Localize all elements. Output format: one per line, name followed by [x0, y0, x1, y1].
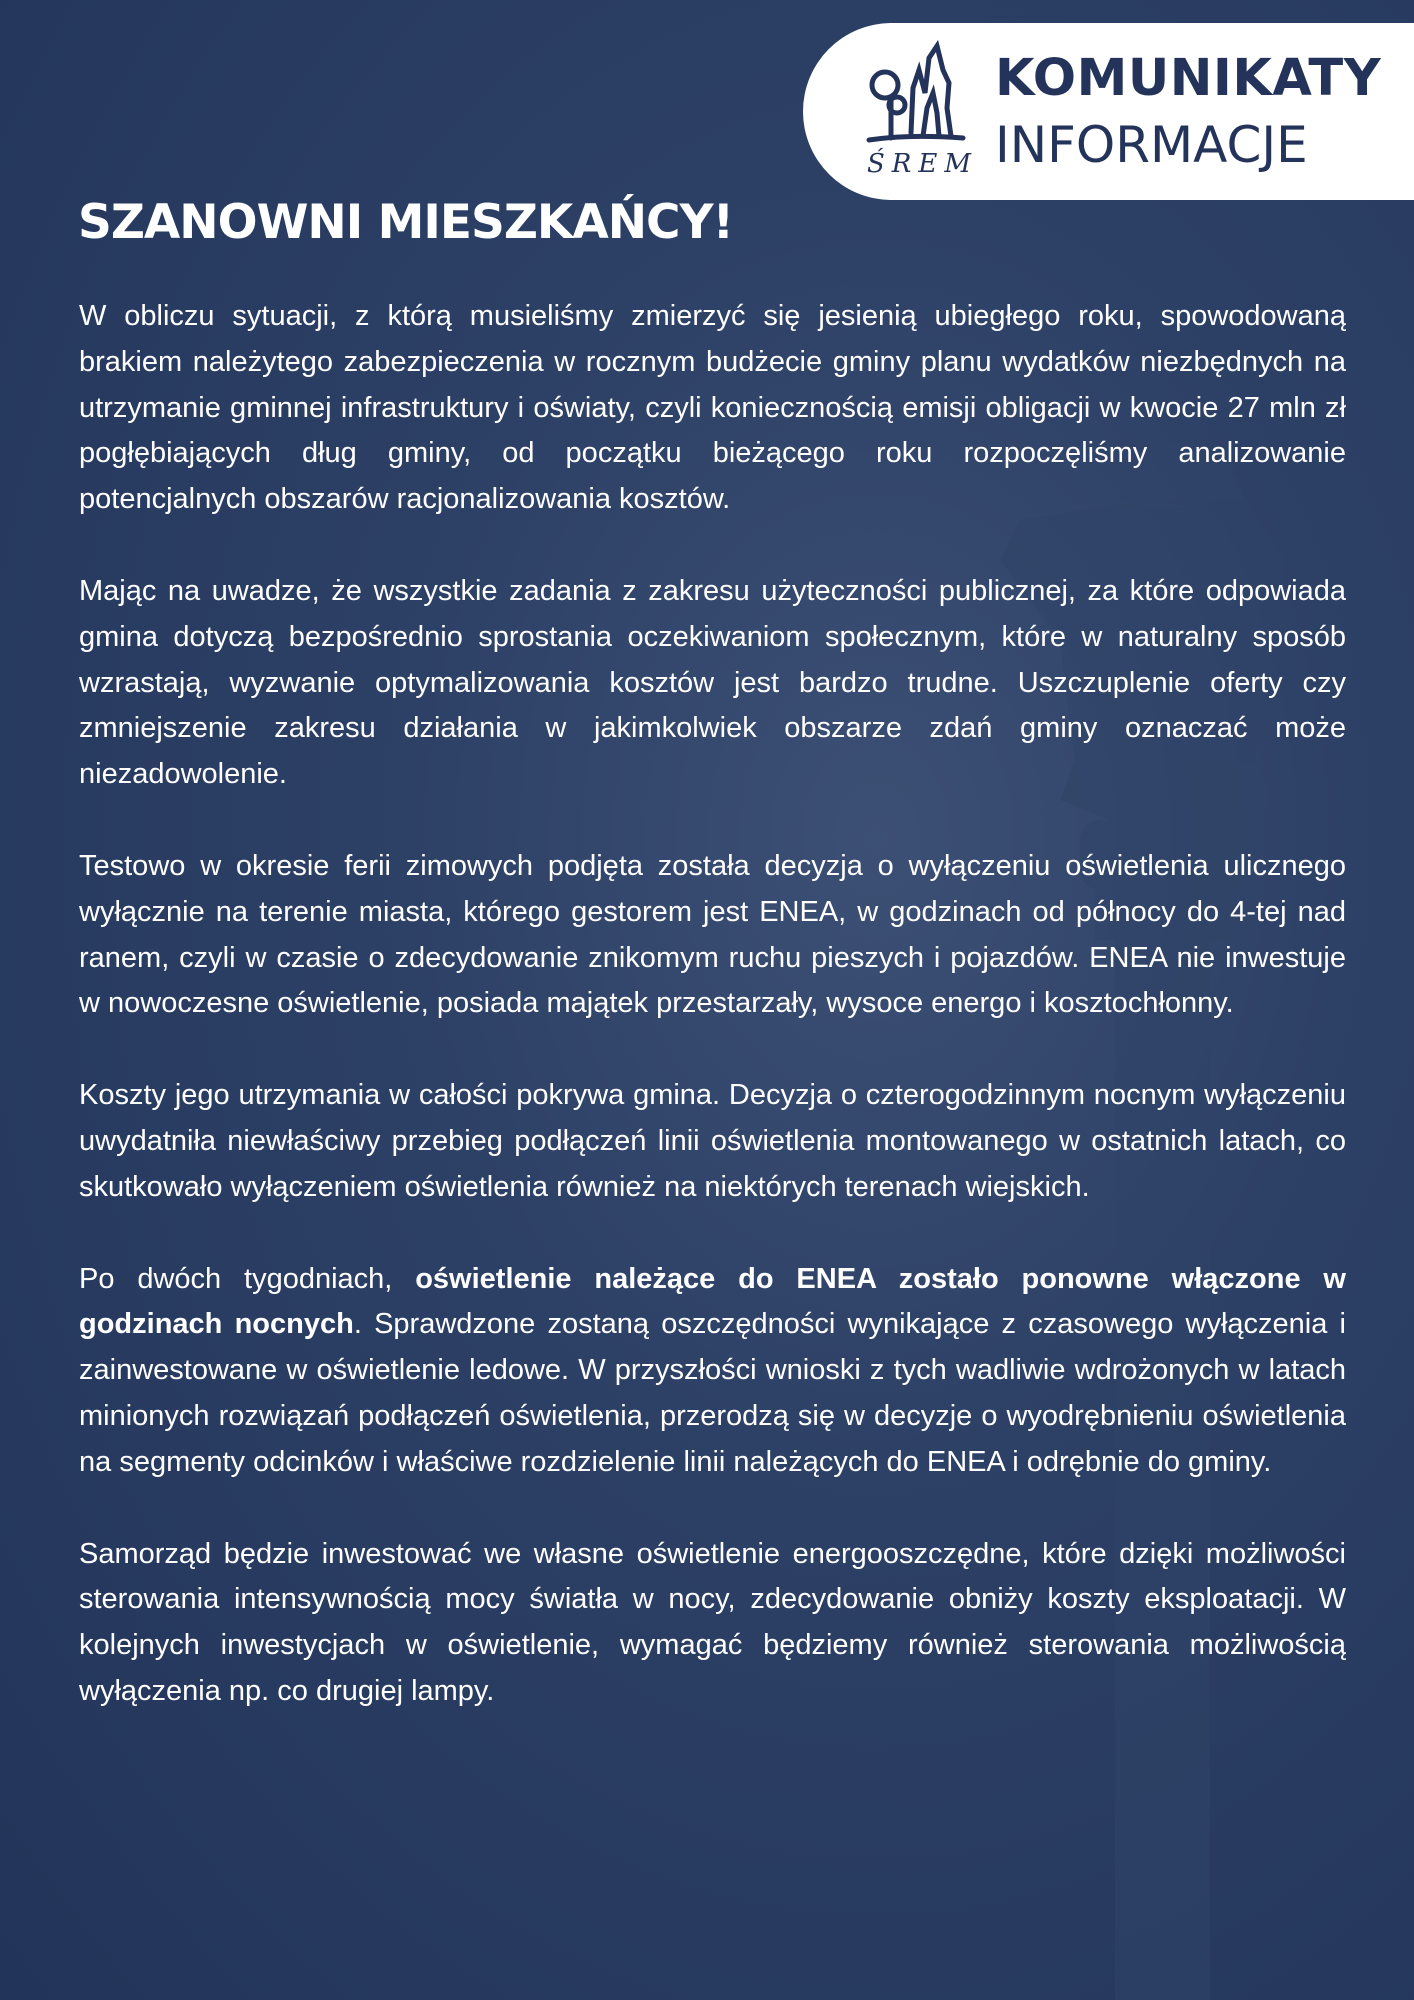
- announcement-body: [79, 294, 1346, 1761]
- paragraph-2: Mając na uwadze, że wszystkie zadania z zakresu użyteczności publicznej, za które odpowiada gmina dotyczą bezpośrednio sprostania oczekiwaniom społecznym, które w naturalny sposób wzrastają, wyzwanie optymalizowania kosztów jest bardzo trudne. Uszczuplenie oferty czy zmniejszenie zakresu działania w jakimkolwiek obszarze zdań gminy oznaczać może niezadowolenie.: [79, 574, 1346, 791]
- page-heading: SZANOWNI MIESZKAŃCY!: [78, 195, 734, 250]
- logo-wordmark: ŚREM: [867, 149, 978, 179]
- paragraph-5-intro: Po dwóch tygodniach,: [79, 1262, 416, 1295]
- badge-title: KOMUNIKATY: [995, 49, 1382, 108]
- paragraph-3: Testowo w okresie ferii zimowych podjęta została decyzja o wyłączeniu oświetlenia ulicznego wyłącznie na terenie miasta, którego gestorem jest ENEA, w godzinach od północy do 4-tej nad ranem, czyli w czasie o zdecydowanie znikomym ruchu pieszych i pojazdów. ENEA nie inwestuje w nowoczesne oświetlenie, posiada majątek przestarzały, wysoce energo i kosztochłonny.: [79, 849, 1346, 1020]
- paragraph-4: Koszty jego utrzymania w całości pokrywa gmina. Decyzja o czterogodzinnym nocnym wyłączeniu uwydatniła niewłaściwy przebieg podłączeń linii oświetlenia montowanego w ostatnich latach, co skutkowało wyłączeniem oświetlenia również na niektórych terenach wiejskich.: [79, 1079, 1346, 1203]
- paragraph-5-emphasis: oświetlenie należące do ENEA zostało ponowne włączone w godzinach nocnych: [79, 1262, 1346, 1341]
- paragraph-1: W obliczu sytuacji, z którą musieliśmy zmierzyć się jesienią ubiegłego roku, spowodowaną brakiem należytego zabezpieczenia w rocznym budżecie gminy planu wydatków niezbędnych na utrzymanie gminnej infrastruktury i oświaty, czyli koniecznością emisji obligacji w kwocie 27 mln zł pogłębiających dług gminy, od początku bieżącego roku rozpoczęliśmy analizowanie potencjalnych obszarów racjonalizowania kosztów.: [79, 300, 1346, 516]
- paragraph-5-rest: . Sprawdzone zostaną oszczędności wynikające z czasowego wyłączenia i zainwestowane w oświetlenie ledowe. W przyszłości wnioski z tych wadliwie wdrożonych w latach minionych rozwiązań podłączeń oświetlenia, przerodzą się w decyzje o wyodrębnieniu oświetlenia na segmenty odcinków i właściwe rozdzielenie linii należących do ENEA i odrębnie do gminy.: [79, 1308, 1346, 1478]
- header-badge: [803, 23, 1414, 200]
- paragraph-6: Samorząd będzie inwestować we własne oświetlenie energooszczędne, które dzięki możliwości sterowania intensywnością mocy światła w nocy, zdecydowanie obniży koszty eksploatacji. W kolejnych inwestycjach w oświetlenie, wymagać będziemy również sterowania możliwością wyłączenia np. co drugiej lampy.: [79, 1537, 1346, 1707]
- paragraph-5: [79, 1257, 1346, 1486]
- badge-subtitle: INFORMACJE: [995, 116, 1308, 174]
